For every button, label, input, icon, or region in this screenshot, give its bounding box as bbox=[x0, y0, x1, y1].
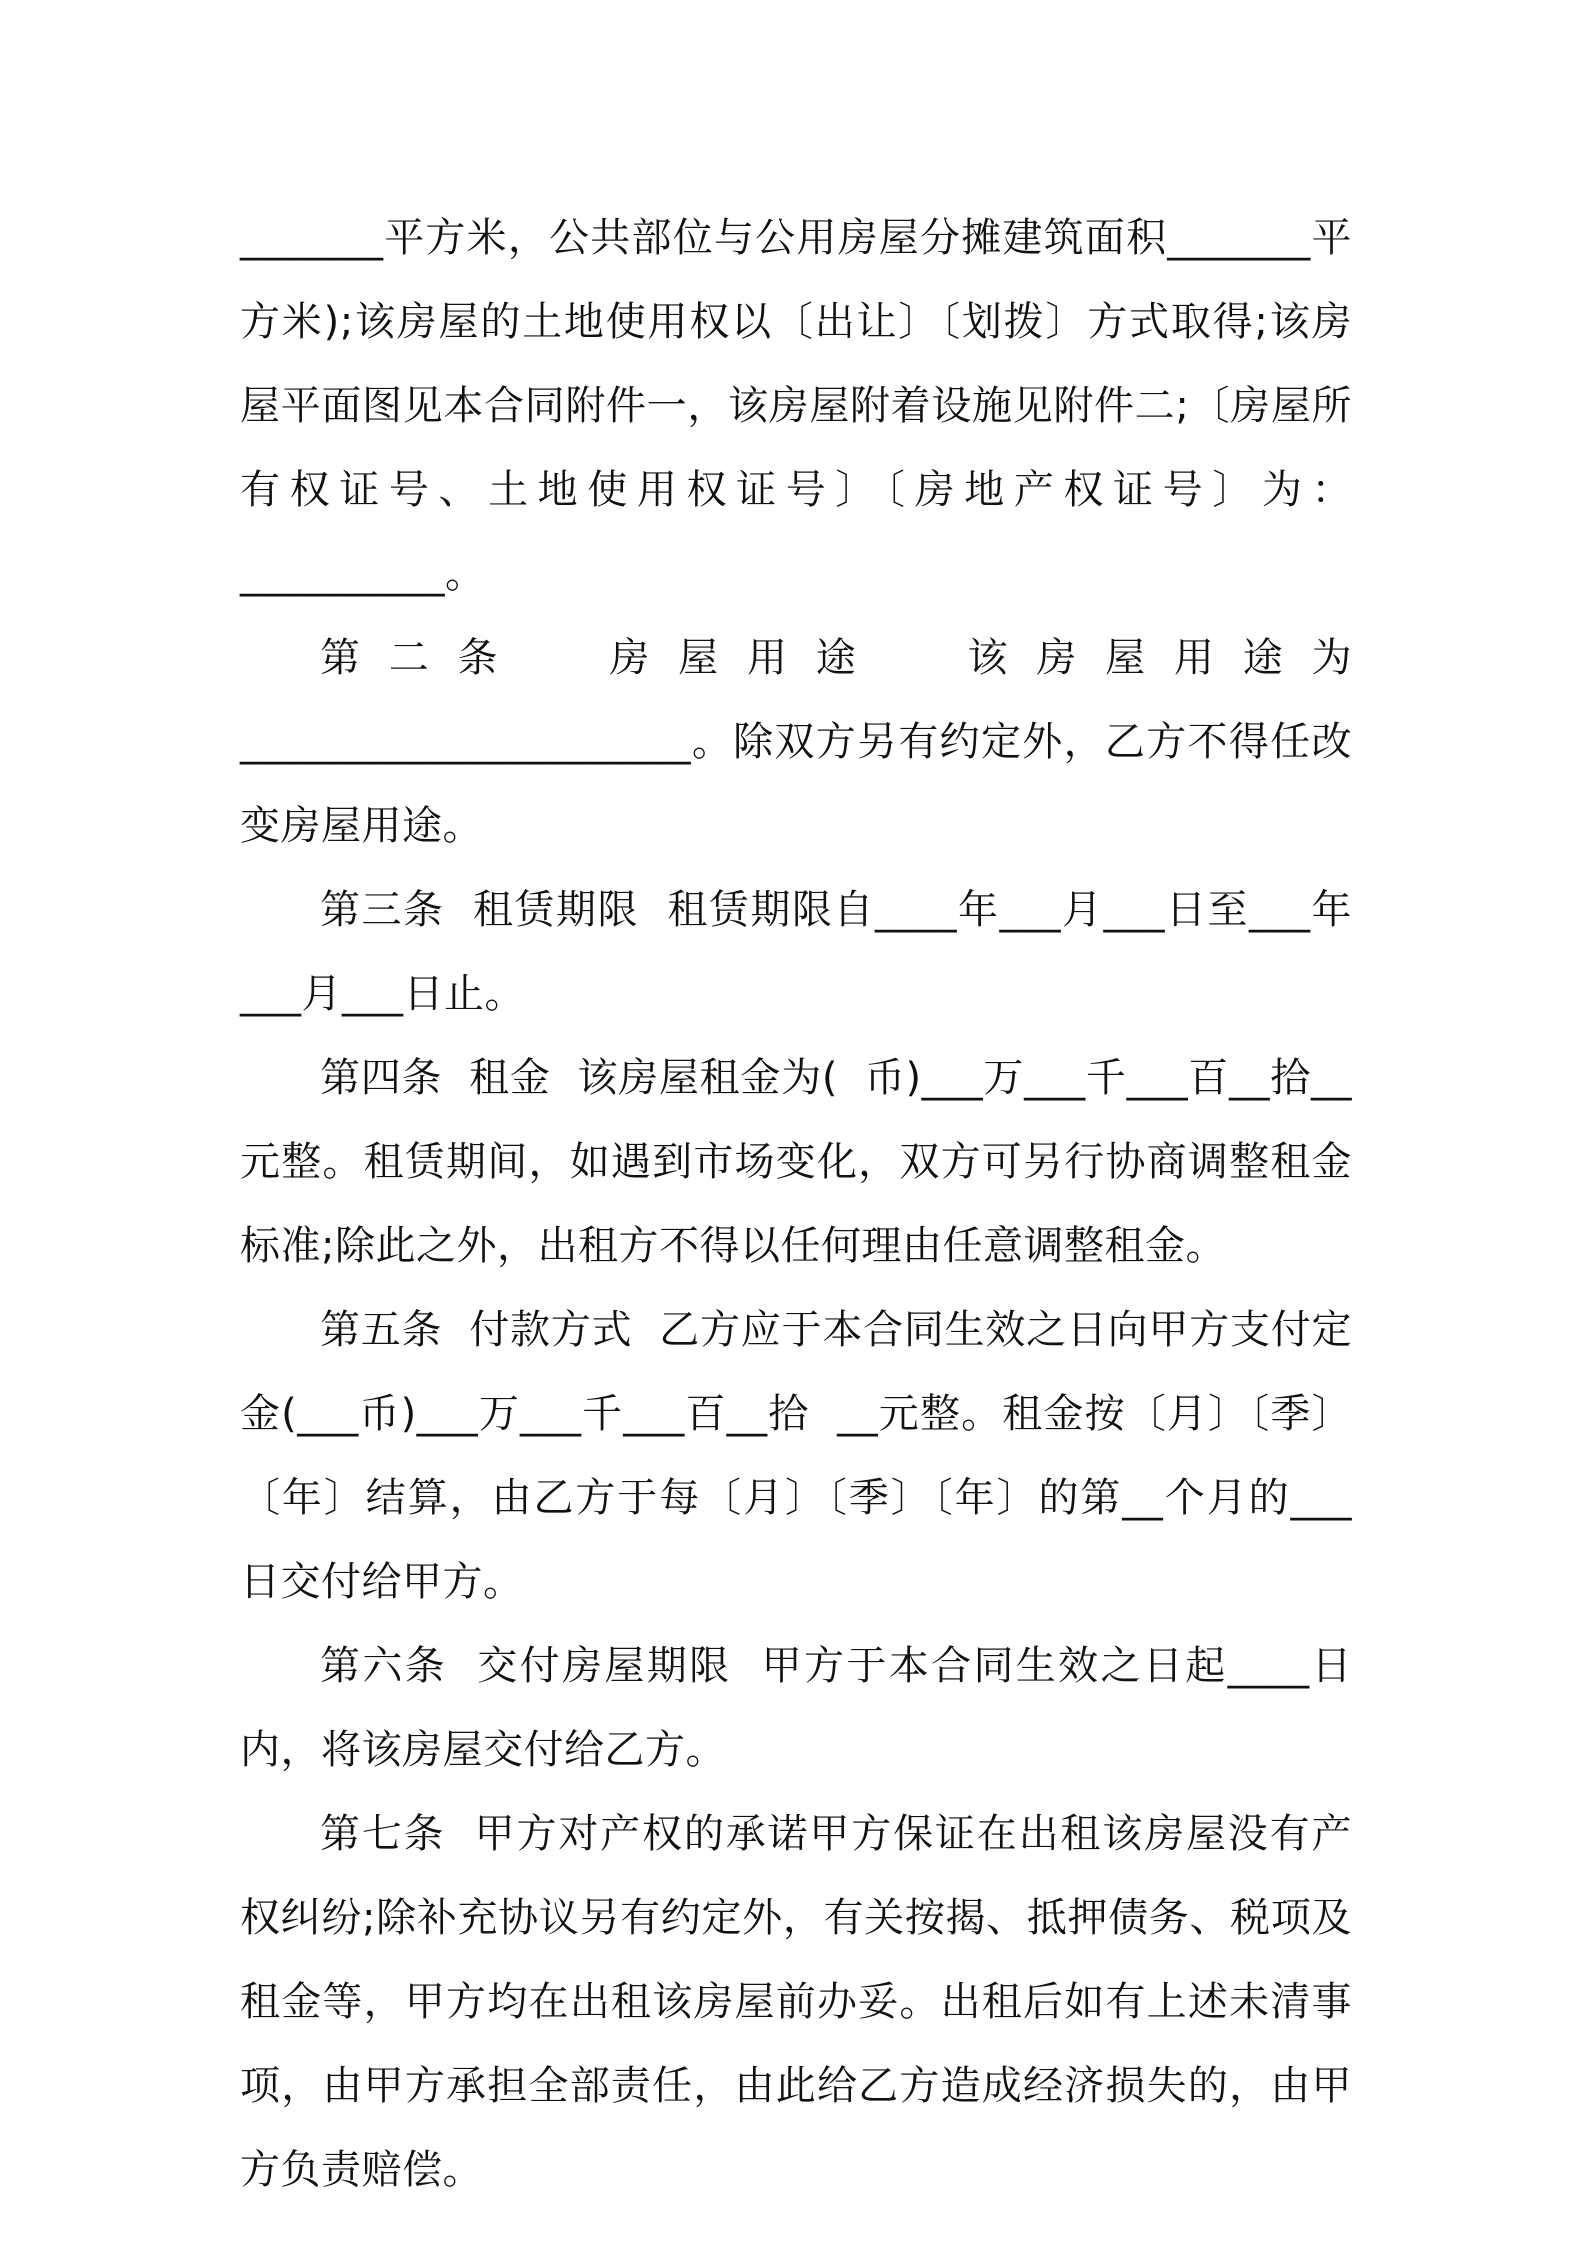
paragraph-continuation: _______平方米，公共部位与公用房屋分摊建筑面积_______平方米);该房屋的土地使用权以〔出让〕〔划拨〕方式取得;该房屋平面图见本合同附件一，该房屋附着设施见附件二;〔房屋所有权证号、土地使用权证号〕〔房地产权证号〕为：__________。 bbox=[240, 215, 1352, 597]
document-page bbox=[240, 196, 1352, 2212]
paragraph-article-6: 第六条 交付房屋期限 甲方于本合同生效之日起____日内，将该房屋交付给乙方。 bbox=[240, 1643, 1352, 1773]
paragraph-article-5: 第五条 付款方式 乙方应于本合同生效之日向甲方支付定金(___币)___万___千___百__拾 __元整。租金按〔月〕〔季〕〔年〕结算，由乙方于每〔月〕〔季〕〔年〕的第__个月的___日交付给甲方。 bbox=[240, 1307, 1352, 1605]
paragraph-article-7: 第七条 甲方对产权的承诺甲方保证在出租该房屋没有产权纠纷;除补充协议另有约定外，有关按揭、抵押债务、税项及租金等，甲方均在出租该房屋前办妥。出租后如有上述未清事项，由甲方承担全部责任，由此给乙方造成经济损失的，由甲方负责赔偿。 bbox=[240, 1811, 1352, 2193]
paragraph-article-3: 第三条 租赁期限 租赁期限自____年___月___日至___年___月___日止。 bbox=[240, 887, 1352, 1017]
paragraph-article-2: 第二条 房屋用途 该房屋用途为______________________。除双方另有约定外，乙方不得任改变房屋用途。 bbox=[240, 635, 1352, 849]
paragraph-article-4: 第四条 租金 该房屋租金为( 币)___万___千___百__拾__元整。租赁期间，如遇到市场变化，双方可另行协商调整租金标准;除此之外，出租方不得以任何理由任意调整租金。 bbox=[240, 1055, 1352, 1269]
